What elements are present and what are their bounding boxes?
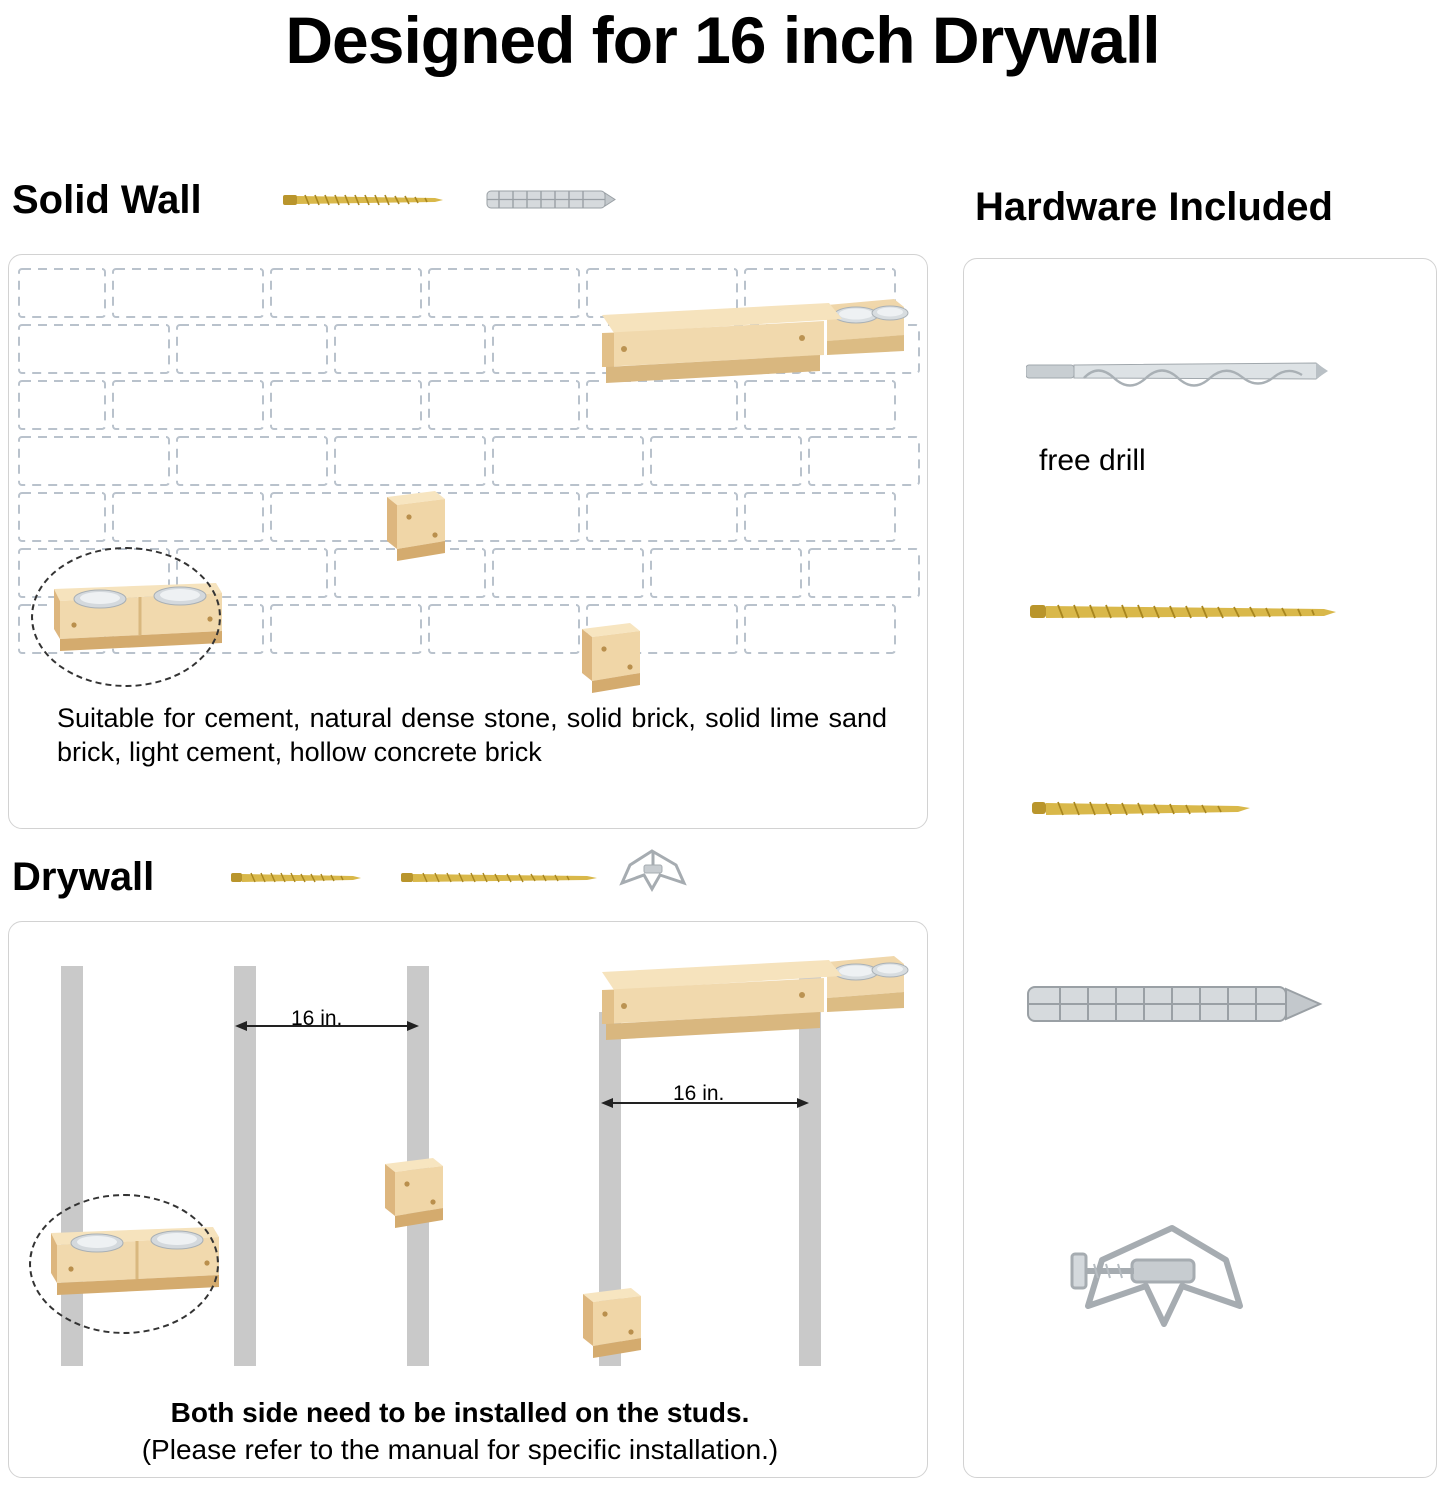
drywall-short-screw-icon bbox=[225, 862, 375, 894]
solid-wall-caption: Suitable for cement, natural dense stone, solid brick, solid lime sand brick, light cement, hollow concrete brick bbox=[57, 703, 887, 768]
hardware-panel bbox=[963, 258, 1437, 1478]
drywall-long-screw-icon bbox=[395, 862, 610, 894]
solid-wall-screw-icon bbox=[275, 182, 455, 218]
drywall-heading: Drywall bbox=[12, 855, 155, 899]
drywall-caption-bold: Both side need to be installed on the studs. bbox=[170, 1397, 750, 1428]
drywall-step-illustration bbox=[377, 1150, 457, 1240]
drywall-panel bbox=[8, 921, 928, 1478]
free-drill-label: free drill bbox=[1039, 444, 1146, 477]
dimension-label-1: 16 in. bbox=[291, 1007, 343, 1030]
wall-step-illustration-2 bbox=[574, 615, 654, 705]
hardware-heading: Hardware Included bbox=[975, 185, 1333, 229]
dimension-label-2: 16 in. bbox=[673, 1082, 725, 1105]
hardware-short-screw-icon bbox=[1026, 789, 1276, 829]
highlight-ellipse-solid bbox=[31, 547, 221, 687]
wall-shelf-illustration bbox=[584, 293, 924, 433]
drywall-caption-sub: (Please refer to the manual for specific installation.) bbox=[141, 1434, 779, 1465]
page-title: Designed for 16 inch Drywall bbox=[285, 3, 1160, 77]
wall-step-illustration bbox=[379, 483, 459, 573]
solid-wall-anchor-icon bbox=[483, 182, 618, 218]
highlight-ellipse-drywall bbox=[29, 1194, 219, 1334]
solid-wall-panel bbox=[8, 254, 928, 829]
drywall-step-illustration-2 bbox=[575, 1280, 655, 1370]
hardware-toggle-bolt-icon bbox=[1054, 1214, 1254, 1364]
hardware-wall-anchor-icon bbox=[1024, 969, 1334, 1039]
hardware-long-screw-icon bbox=[1024, 591, 1364, 633]
drill-bit-icon bbox=[1026, 349, 1336, 395]
solid-wall-heading: Solid Wall bbox=[12, 178, 202, 222]
drywall-toggle-bolt-icon bbox=[614, 845, 692, 907]
drywall-shelf-illustration bbox=[584, 950, 924, 1090]
